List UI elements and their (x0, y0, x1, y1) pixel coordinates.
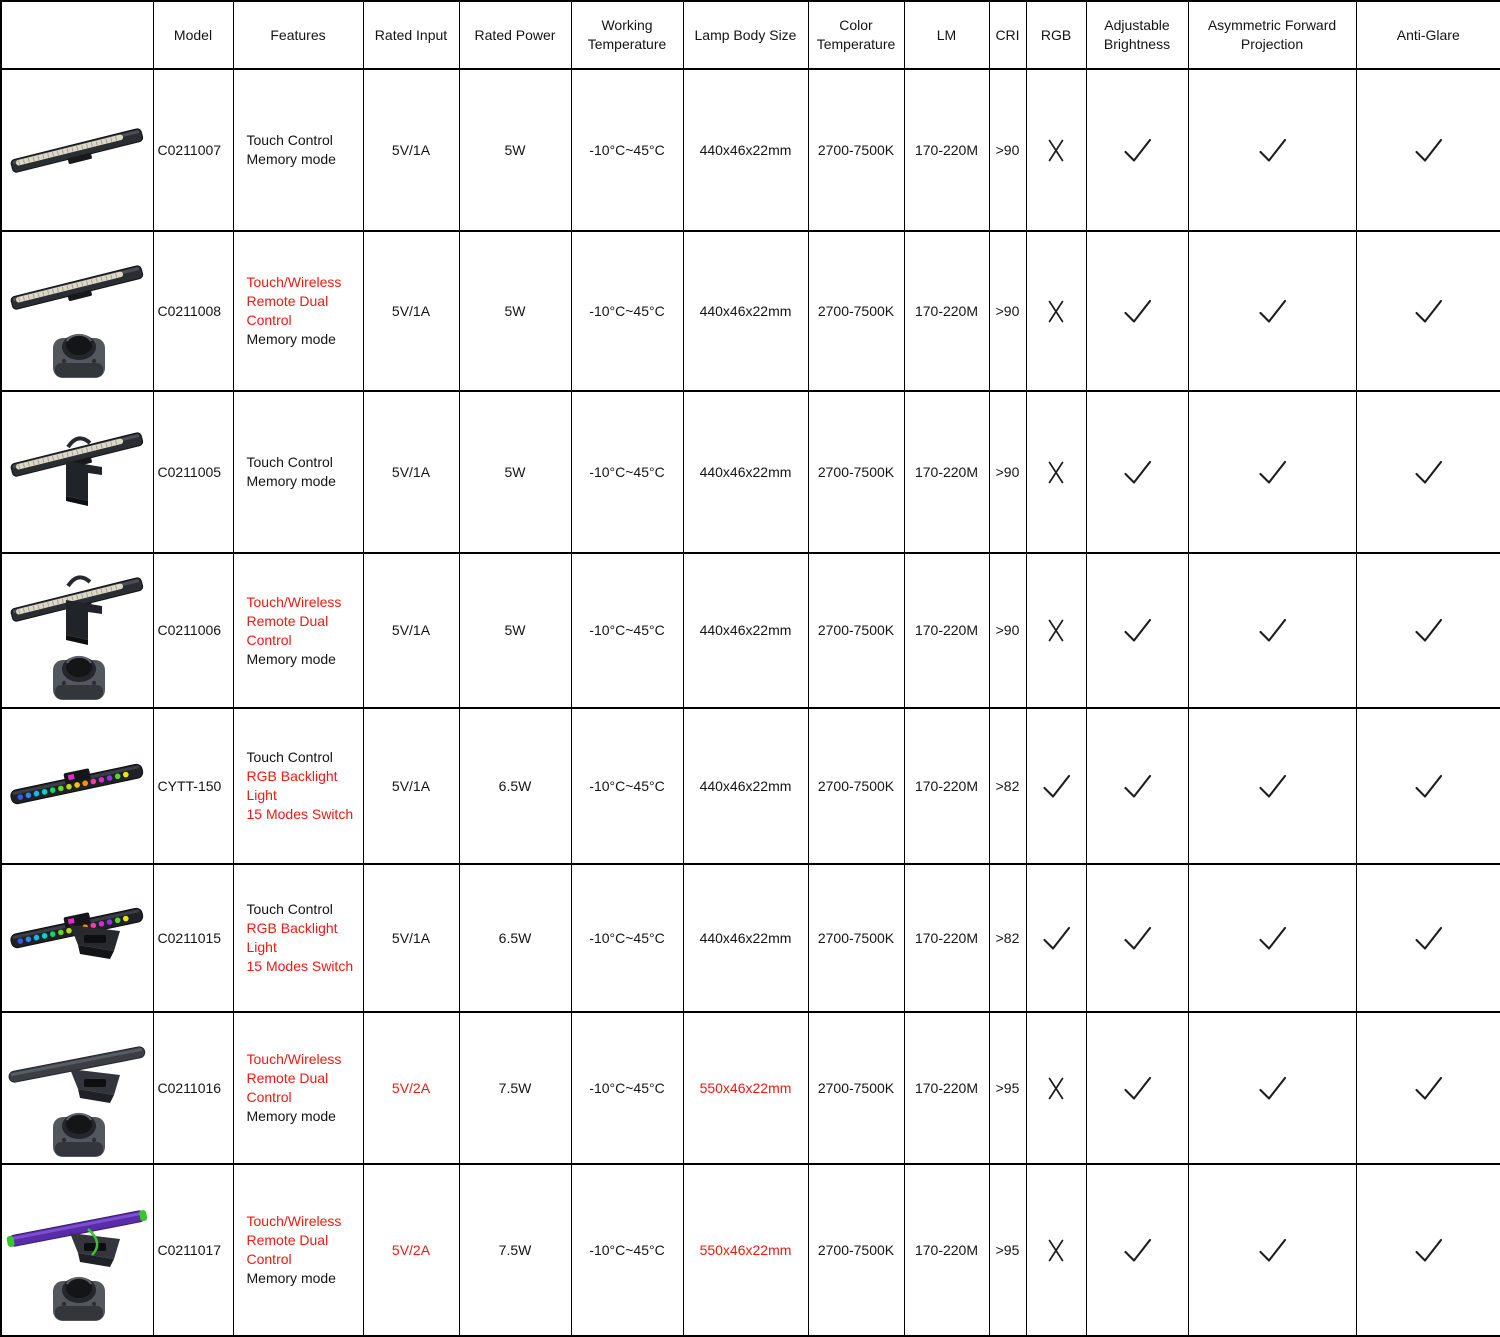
working-temperature-cell: -10°C~45°C (571, 864, 683, 1012)
product-photo-cell (1, 1164, 153, 1336)
column-header-features: Features (233, 1, 363, 69)
feature-line: RGB Backlight Light (246, 920, 338, 955)
working-temperature-cell: -10°C~45°C (571, 1012, 683, 1164)
feature-line: Touch Control (246, 132, 333, 148)
adjustable-brightness-mark-cell (1086, 391, 1188, 553)
rated-power-cell: 6.5W (459, 864, 571, 1012)
features-cell (233, 231, 363, 391)
feature-line: Memory mode (246, 331, 336, 347)
anti-glare-mark-cell (1356, 69, 1500, 231)
rated-input-cell: 5V/1A (363, 391, 459, 553)
features-cell (233, 1012, 363, 1164)
lm-cell: 170-220M (904, 1012, 989, 1164)
features-cell (233, 69, 363, 231)
check-icon (1041, 925, 1072, 952)
column-header-working-temperature: Working Temperature (571, 1, 683, 69)
table-body (1, 69, 1500, 1336)
column-header-cri: CRI (989, 1, 1026, 69)
rgb-mark-cell (1026, 391, 1086, 553)
asymmetric-forward-projection-mark-cell (1188, 69, 1356, 231)
cross-icon (1047, 299, 1065, 324)
check-icon (1257, 137, 1288, 164)
check-icon (1257, 617, 1288, 644)
features-cell (233, 553, 363, 708)
cri-cell: >90 (989, 69, 1026, 231)
cross-icon (1047, 138, 1065, 163)
check-icon (1413, 1075, 1444, 1102)
feature-line: Touch/Wireless Remote Dual Control (246, 593, 342, 648)
adjustable-brightness-mark-cell (1086, 231, 1188, 391)
asymmetric-forward-projection-mark-cell (1188, 231, 1356, 391)
column-header-image (1, 1, 153, 69)
lm-cell: 170-220M (904, 69, 989, 231)
feature-line: Memory mode (246, 650, 336, 667)
model-cell: CYTT-150 (153, 708, 233, 864)
anti-glare-mark-cell (1356, 391, 1500, 553)
anti-glare-mark-cell (1356, 1012, 1500, 1164)
color-temperature-cell: 2700-7500K (808, 864, 904, 1012)
check-icon (1257, 925, 1288, 952)
asymmetric-forward-projection-mark-cell (1188, 391, 1356, 553)
rated-input-cell: 5V/2A (363, 1012, 459, 1164)
lm-cell: 170-220M (904, 231, 989, 391)
features-cell (233, 391, 363, 553)
cri-cell: >90 (989, 553, 1026, 708)
lamp-body-size-cell: 440x46x22mm (683, 231, 808, 391)
adjustable-brightness-mark-cell (1086, 553, 1188, 708)
feature-line: 15 Modes Switch (246, 958, 354, 974)
check-icon (1122, 617, 1153, 644)
check-icon (1257, 1237, 1288, 1264)
product-row (1, 1164, 1500, 1336)
rated-power-cell: 5W (459, 69, 571, 231)
cross-icon (1047, 1076, 1065, 1101)
rgb-mark-cell (1026, 69, 1086, 231)
working-temperature-cell: -10°C~45°C (571, 231, 683, 391)
working-temperature-cell: -10°C~45°C (571, 553, 683, 708)
product-row (1, 69, 1500, 231)
purple-bar-clamp-remote-image (2, 1177, 152, 1323)
product-row (1, 708, 1500, 864)
column-header-rated-power: Rated Power (459, 1, 571, 69)
column-header-anti-glare: Anti-Glare (1356, 1, 1500, 69)
rated-input-cell: 5V/1A (363, 69, 459, 231)
color-temperature-cell: 2700-7500K (808, 1012, 904, 1164)
model-cell: C0211008 (153, 231, 233, 391)
check-icon (1413, 773, 1444, 800)
feature-line: Memory mode (246, 1270, 336, 1286)
column-header-color-temperature: Color Temperature (808, 1, 904, 69)
asymmetric-forward-projection-mark-cell (1188, 553, 1356, 708)
cri-cell: >90 (989, 231, 1026, 391)
product-row (1, 391, 1500, 553)
color-temperature-cell: 2700-7500K (808, 69, 904, 231)
anti-glare-mark-cell (1356, 708, 1500, 864)
anti-glare-mark-cell (1356, 1164, 1500, 1336)
rgb-mark-cell (1026, 1164, 1086, 1336)
color-temperature-cell: 2700-7500K (808, 391, 904, 553)
feature-line: Touch Control (246, 749, 333, 765)
check-icon (1122, 1237, 1153, 1264)
check-icon (1257, 773, 1288, 800)
rgb-lightbar-image (2, 713, 152, 859)
check-icon (1413, 459, 1444, 486)
lamp-body-size-cell: 550x46x22mm (683, 1164, 808, 1336)
rgb-lightbar-with-clamp-image (2, 865, 152, 1011)
rgb-mark-cell (1026, 864, 1086, 1012)
check-icon (1257, 459, 1288, 486)
working-temperature-cell: -10°C~45°C (571, 391, 683, 553)
cross-icon (1047, 1238, 1065, 1263)
feature-line: 15 Modes Switch (246, 806, 354, 822)
rated-input-cell: 5V/1A (363, 708, 459, 864)
check-icon (1413, 1237, 1444, 1264)
product-photo-cell (1, 1012, 153, 1164)
rgb-mark-cell (1026, 1012, 1086, 1164)
check-icon (1257, 298, 1288, 325)
feature-line: Touch/Wireless Remote Dual Control (246, 1051, 342, 1105)
asymmetric-forward-projection-mark-cell (1188, 1164, 1356, 1336)
dark-bar-clamp-remote-image (2, 1015, 152, 1161)
rated-power-cell: 5W (459, 391, 571, 553)
color-temperature-cell: 2700-7500K (808, 1164, 904, 1336)
rated-power-cell: 5W (459, 553, 571, 708)
features-cell (233, 864, 363, 1012)
rated-power-cell: 5W (459, 231, 571, 391)
column-header-lamp-body-size: Lamp Body Size (683, 1, 808, 69)
adjustable-brightness-mark-cell (1086, 864, 1188, 1012)
rated-input-cell: 5V/2A (363, 1164, 459, 1336)
column-header-adjustable-brightness: Adjustable Brightness (1086, 1, 1188, 69)
cri-cell: >95 (989, 1164, 1026, 1336)
product-photo-cell (1, 391, 153, 553)
working-temperature-cell: -10°C~45°C (571, 69, 683, 231)
table-header (1, 1, 1500, 69)
cross-icon (1047, 460, 1065, 485)
working-temperature-cell: -10°C~45°C (571, 708, 683, 864)
asymmetric-forward-projection-mark-cell (1188, 1012, 1356, 1164)
cri-cell: >90 (989, 391, 1026, 553)
lm-cell: 170-220M (904, 553, 989, 708)
color-temperature-cell: 2700-7500K (808, 708, 904, 864)
header-row (1, 1, 1500, 69)
cross-icon (1047, 618, 1065, 643)
check-icon (1413, 137, 1444, 164)
model-cell: C0211007 (153, 69, 233, 231)
feature-line: Memory mode (246, 473, 336, 489)
rgb-mark-cell (1026, 231, 1086, 391)
adjustable-brightness-mark-cell (1086, 708, 1188, 864)
column-header-asymmetric-forward-projection: Asymmetric Forward Projection (1188, 1, 1356, 69)
lm-cell: 170-220M (904, 864, 989, 1012)
anti-glare-mark-cell (1356, 864, 1500, 1012)
rgb-mark-cell (1026, 708, 1086, 864)
column-header-rated-input: Rated Input (363, 1, 459, 69)
check-icon (1257, 1075, 1288, 1102)
color-temperature-cell: 2700-7500K (808, 231, 904, 391)
model-cell: C0211005 (153, 391, 233, 553)
product-row (1, 231, 1500, 391)
asymmetric-forward-projection-mark-cell (1188, 864, 1356, 1012)
check-icon (1413, 925, 1444, 952)
rated-input-cell: 5V/1A (363, 553, 459, 708)
product-row (1, 553, 1500, 708)
product-photo-cell (1, 708, 153, 864)
check-icon (1413, 617, 1444, 644)
check-icon (1122, 1075, 1153, 1102)
lamp-body-size-cell: 440x46x22mm (683, 708, 808, 864)
lamp-body-size-cell: 550x46x22mm (683, 1012, 808, 1164)
anti-glare-mark-cell (1356, 231, 1500, 391)
check-icon (1041, 773, 1072, 800)
model-cell: C0211006 (153, 553, 233, 708)
feature-line: Memory mode (246, 1108, 336, 1124)
rated-power-cell: 6.5W (459, 708, 571, 864)
check-icon (1122, 459, 1153, 486)
model-cell: C0211017 (153, 1164, 233, 1336)
rated-input-cell: 5V/1A (363, 864, 459, 1012)
working-temperature-cell: -10°C~45°C (571, 1164, 683, 1336)
monitor-lightbar-with-remote-image (2, 238, 152, 384)
rated-power-cell: 7.5W (459, 1012, 571, 1164)
product-photo-cell (1, 553, 153, 708)
lamp-body-size-cell: 440x46x22mm (683, 553, 808, 708)
adjustable-brightness-mark-cell (1086, 1012, 1188, 1164)
feature-line: RGB Backlight Light (246, 768, 338, 803)
product-photo-cell (1, 69, 153, 231)
features-cell (233, 1164, 363, 1336)
monitor-lightbar-plain-image (2, 77, 152, 223)
adjustable-brightness-mark-cell (1086, 1164, 1188, 1336)
lamp-body-size-cell: 440x46x22mm (683, 391, 808, 553)
feature-line: Memory mode (246, 151, 336, 167)
column-header-rgb: RGB (1026, 1, 1086, 69)
cri-cell: >82 (989, 864, 1026, 1012)
adjustable-brightness-mark-cell (1086, 69, 1188, 231)
monitor-lightbar-clamp-remote-image (2, 558, 152, 704)
anti-glare-mark-cell (1356, 553, 1500, 708)
cri-cell: >82 (989, 708, 1026, 864)
product-photo-cell (1, 231, 153, 391)
feature-line: Touch Control (246, 454, 333, 470)
model-cell: C0211015 (153, 864, 233, 1012)
lm-cell: 170-220M (904, 1164, 989, 1336)
product-photo-cell (1, 864, 153, 1012)
check-icon (1122, 298, 1153, 325)
check-icon (1413, 298, 1444, 325)
features-cell (233, 708, 363, 864)
column-header-lm: LM (904, 1, 989, 69)
lm-cell: 170-220M (904, 391, 989, 553)
check-icon (1122, 925, 1153, 952)
cri-cell: >95 (989, 1012, 1026, 1164)
product-row (1, 1012, 1500, 1164)
column-header-model: Model (153, 1, 233, 69)
product-row (1, 864, 1500, 1012)
lm-cell: 170-220M (904, 708, 989, 864)
feature-line: Touch Control (246, 901, 333, 917)
lamp-body-size-cell: 440x46x22mm (683, 864, 808, 1012)
check-icon (1122, 137, 1153, 164)
feature-line: Touch/Wireless Remote Dual Control (246, 1213, 342, 1267)
asymmetric-forward-projection-mark-cell (1188, 708, 1356, 864)
feature-line: Touch/Wireless Remote Dual Control (246, 274, 342, 328)
color-temperature-cell: 2700-7500K (808, 553, 904, 708)
model-cell: C0211016 (153, 1012, 233, 1164)
rgb-mark-cell (1026, 553, 1086, 708)
rated-power-cell: 7.5W (459, 1164, 571, 1336)
check-icon (1122, 773, 1153, 800)
monitor-lightbar-with-clamp-image (2, 399, 152, 545)
lamp-body-size-cell: 440x46x22mm (683, 69, 808, 231)
rated-input-cell: 5V/1A (363, 231, 459, 391)
